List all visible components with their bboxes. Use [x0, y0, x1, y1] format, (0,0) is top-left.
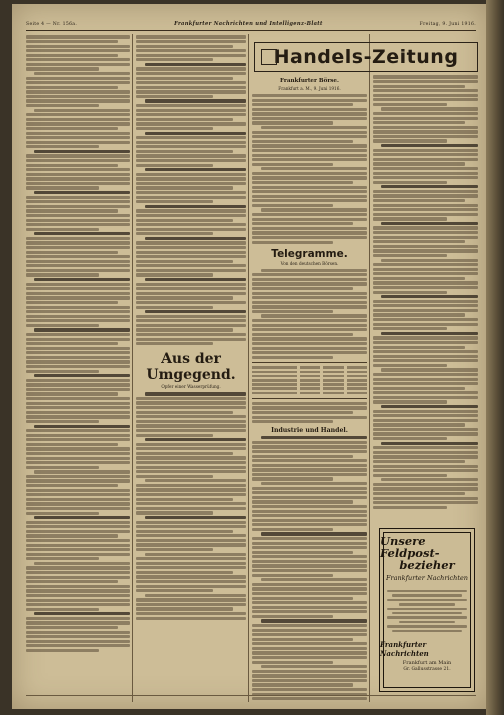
- column-2: [136, 34, 246, 702]
- article-text: [252, 269, 367, 359]
- running-head: [26, 18, 476, 31]
- page-number: Seite 4 — Nr. 156a.: [26, 21, 78, 27]
- section-subheading: Von den deutschen Börsen.: [280, 260, 339, 266]
- section-heading-boerse: Frankfurter Börse.: [280, 78, 339, 84]
- article-text: [252, 436, 367, 702]
- dateline: Frankfurt a. M., 9. Juni 1916.: [278, 86, 341, 91]
- article-text: [136, 35, 246, 345]
- masthead-line: Frankfurter Nachrichten und Intelligenz-Blatt: [174, 21, 323, 27]
- section-banner-title: Handels-Zeitung: [273, 46, 459, 68]
- feldpost-advertisement: [379, 528, 475, 692]
- ad-inner-frame: [383, 532, 471, 688]
- ad-publisher-address: Gr. Gallusstrasse 21.: [403, 666, 451, 672]
- book-spine-edge: [486, 0, 504, 715]
- section-heading-umgegend: Aus der Umgegend.: [146, 351, 236, 384]
- issue-date: Freitag, 9. Juni 1916.: [419, 21, 476, 27]
- article-text: [26, 35, 130, 652]
- column-1: [26, 34, 130, 702]
- column-rule: [132, 34, 133, 702]
- article-text: [373, 75, 478, 509]
- page-footer-rule: [26, 695, 476, 701]
- column-3: [252, 34, 367, 702]
- article-text: [252, 94, 367, 244]
- column-rule: [248, 34, 249, 702]
- ad-headline-line-1: Unsere Feldpost-: [380, 534, 440, 560]
- article-text: [136, 392, 246, 620]
- section-subheading: Opfer einer Wasserprüfung.: [161, 384, 221, 390]
- banner-ornament-icon: [261, 49, 277, 65]
- article-text: [252, 402, 367, 424]
- newspaper-page: [12, 4, 486, 709]
- column-rule: [369, 34, 370, 702]
- ad-newspaper-name: Frankfurter Nachrichten: [386, 574, 468, 582]
- ad-headline-line-2: bezieher: [399, 558, 455, 572]
- ad-publisher-name: Frankfurter Nachrichten: [380, 639, 429, 658]
- exchange-rate-table: [252, 362, 367, 399]
- section-heading-telegramme: Telegramme.: [271, 247, 348, 260]
- ad-publisher-city: Frankfurt am Main: [402, 659, 452, 666]
- section-heading-industrie: Industrie und Handel.: [271, 427, 348, 435]
